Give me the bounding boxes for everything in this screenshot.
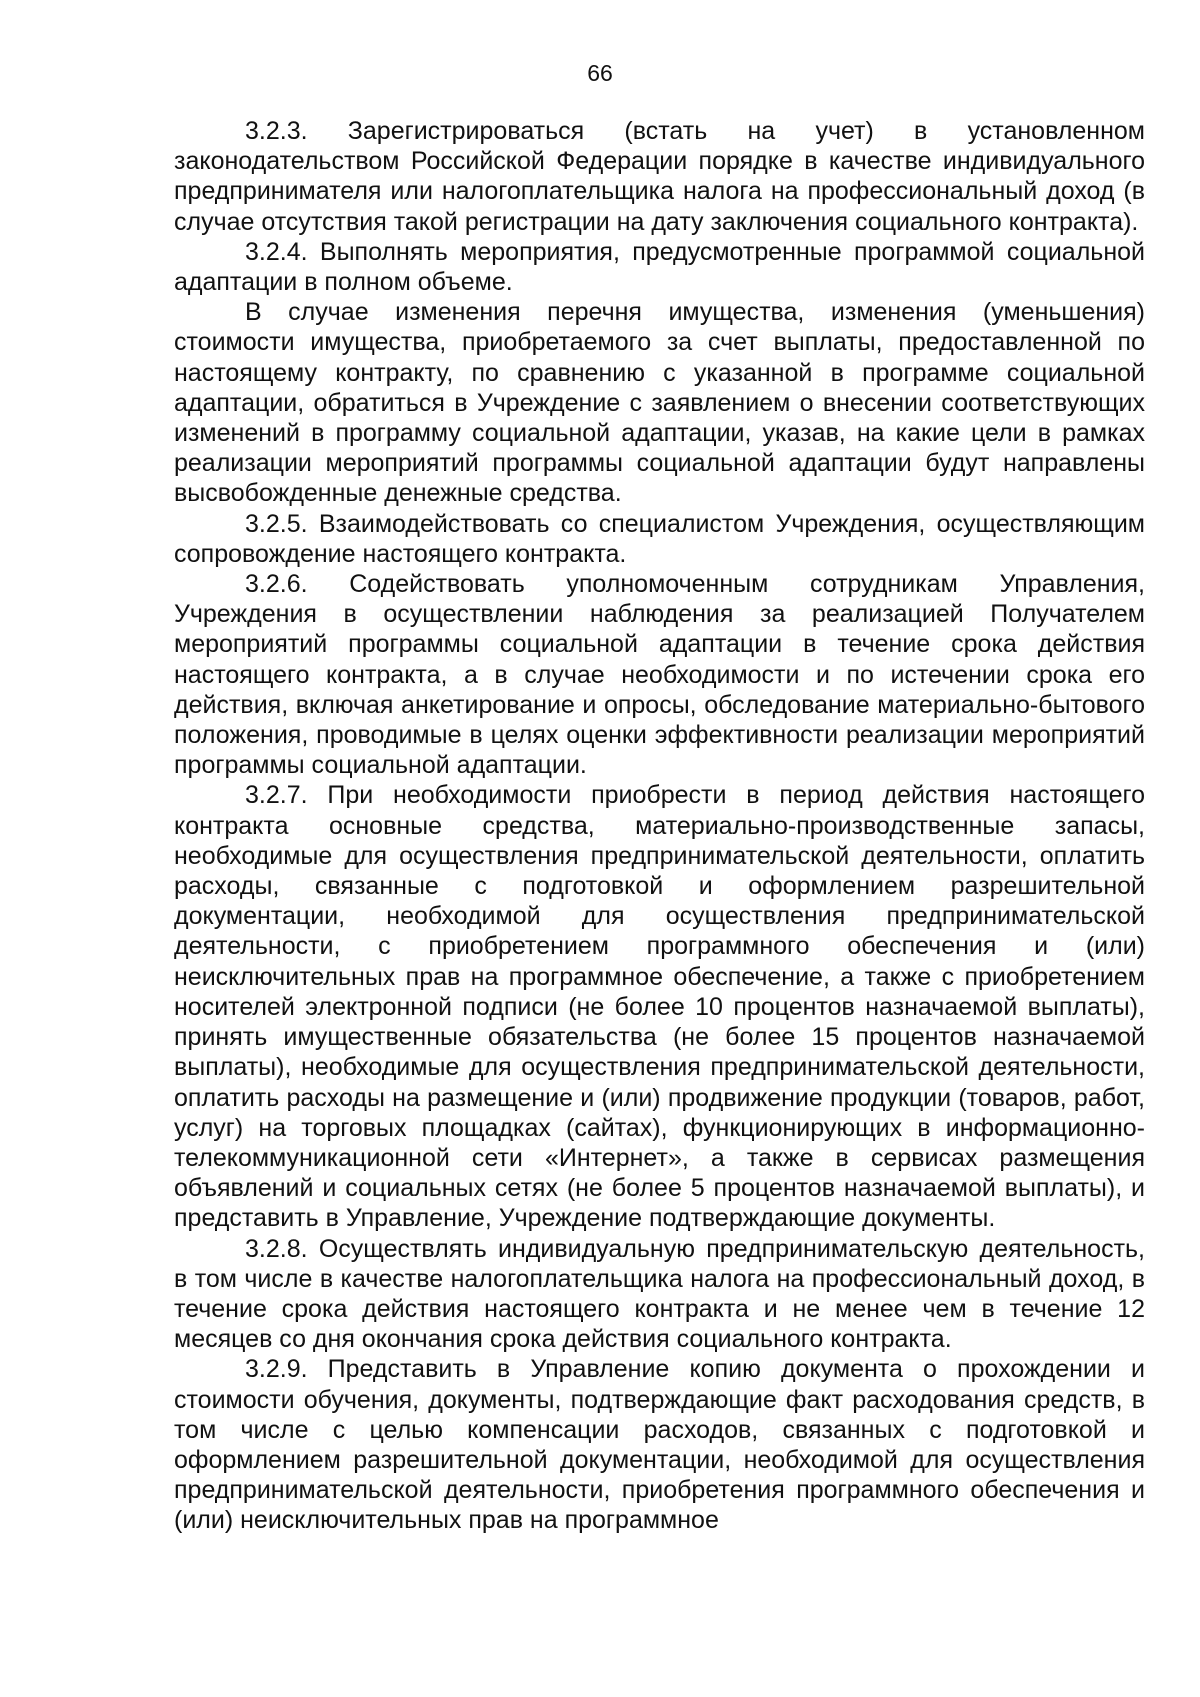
paragraph-3-2-8: 3.2.8. Осуществлять индивидуальную предпринимательскую деятельность, в том числе в качестве налогоплательщика налога на профессиональный доход, в течение срока действия настоящего контракта и не менее чем в течение 12 месяцев со дня окончания срока действия социального контракта. [174,1234,1145,1354]
document-body [174,116,1145,1536]
paragraph-3-2-5: 3.2.5. Взаимодействовать со специалистом Учреждения, осуществляющим сопровождение настоящего контракта. [174,509,1145,568]
paragraph-property-change: В случае изменения перечня имущества, изменения (уменьшения) стоимости имущества, приобретаемого за счет выплаты, предоставленной по настоящему контракту, по сравнению с указанной в программе социальной адаптации, обратиться в Учреждение с заявлением о внесении соответствующих изменений в программу социальной адаптации, указав, на какие цели в рамках реализации мероприятий программы социальной адаптации будут направлены высвобожденные денежные средства. [174,298,1145,508]
page-number: 66 [587,60,613,86]
paragraph-3-2-9: 3.2.9. Представить в Управление копию документа о прохождении и стоимости обучения, документы, подтверждающие факт расходования средств, в том числе с целью компенсации расходов, связанных с подготовкой и оформлением разрешительной документации, необходимой для осуществления предпринимательской деятельности, приобретения программного обеспечения и (или) неисключительных прав на программное [174,1355,1145,1535]
paragraph-3-2-3: 3.2.3. Зарегистрироваться (встать на учет) в установленном законодательством Российской Федерации порядке в качестве индивидуального предпринимателя или налогоплательщика налога на профессиональный доход (в случае отсутствия такой регистрации на дату заключения социального контракта). [174,117,1145,236]
paragraph-3-2-6: 3.2.6. Содействовать уполномоченным сотрудникам Управления, Учреждения в осуществлении наблюдения за реализацией Получателем мероприятий программы социальной адаптации в течение срока действия настоящего контракта, а в случае необходимости и по истечении срока его действия, включая анкетирование и опросы, обследование материально-бытового положения, проводимые в целях оценки эффективности реализации мероприятий программы социальной адаптации. [174,570,1145,780]
paragraph-3-2-7: 3.2.7. При необходимости приобрести в период действия настоящего контракта основные средства, материально-производственные запасы, необходимые для осуществления предпринимательской деятельности, оплатить расходы, связанные с подготовкой и оформлением разрешительной документации, необходимой для осуществления предпринимательской деятельности, с приобретением программного обеспечения и (или) неисключительных прав на программное обеспечение, а также с приобретением носителей электронной подписи (не более 10 процентов назначаемой выплаты), принять имущественные обязательства (не более 15 процентов назначаемой выплаты), необходимые для осуществления предпринимательской деятельности, оплатить расходы на размещение и (или) продвижение продукции (товаров, работ, услуг) на торговых площадках (сайтах), функционирующих в информационно-телекоммуникационной сети «Интернет», а также в сервисах размещения объявлений и социальных сетях (не более 5 процентов назначаемой выплаты), и представить в Управление, Учреждение подтверждающие документы. [174,781,1145,1233]
paragraph-3-2-4: 3.2.4. Выполнять мероприятия, предусмотренные программой социальной адаптации в полном объеме. [174,237,1145,297]
